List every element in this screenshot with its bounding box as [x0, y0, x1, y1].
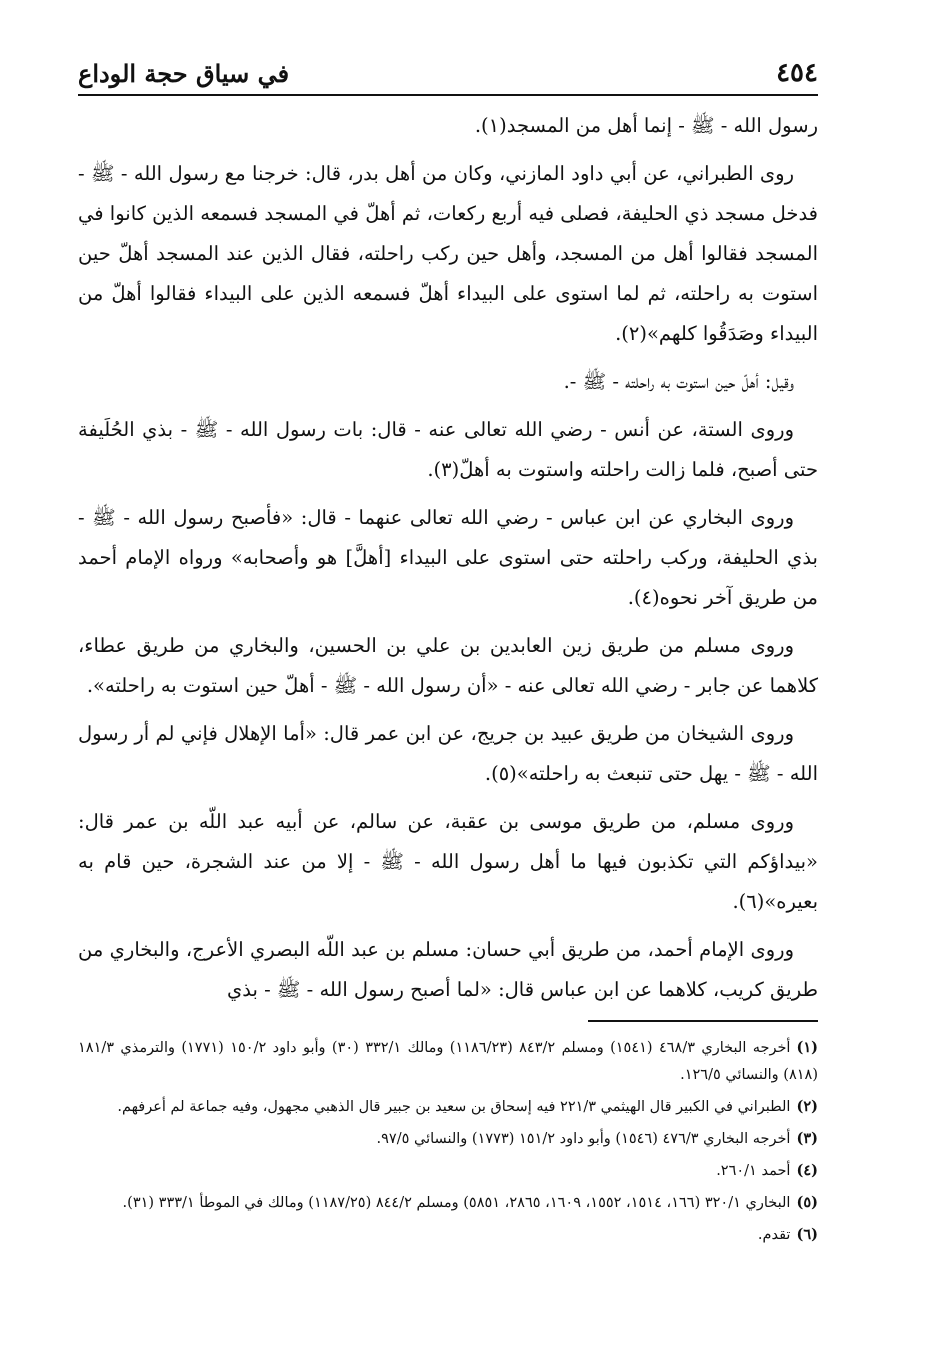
paragraph: وقيل: أهلّ حين استوت به راحلته - ﷺ -.	[563, 370, 794, 393]
footnote-number: (٢)	[796, 1098, 818, 1115]
footnote-text: البخاري ٣٢٠/١ (١٦٦، ١٥١٤، ١٥٥٢، ١٦٠٩، ٢٨٦٥، ٥٨٥١) ومسلم ٨٤٤/٢ (١١٨٧/٢٥) ومالك في الموطأ ٣٣٣/١ (٣١).	[122, 1195, 791, 1211]
footnote-text: أخرجه البخاري ٤٧٦/٣ (١٥٤٦) وأبو داود ١٥١/٢ (١٧٧٣) والنسائي ٩٧/٥.	[376, 1131, 791, 1147]
footnote-text: تقدم.	[757, 1227, 791, 1243]
book-page	[78, 40, 818, 1330]
footnote	[78, 1125, 818, 1153]
footnote-text: أحمد ٢٦٠/١.	[716, 1163, 791, 1179]
footnote	[78, 1189, 818, 1217]
footnote	[78, 1093, 818, 1121]
page-number: ٤٥٤	[776, 58, 818, 88]
paragraph: وروى مسلم من طريق زين العابدين بن علي بن الحسين، والبخاري من طريق عطاء، كلاهما عن جابر - رضي الله تعالى عنه - «أن رسول الله - ﷺ - أهلّ حين استوت به راحلته».	[78, 634, 818, 697]
main-text	[78, 106, 818, 1010]
footnote-number: (٦)	[796, 1226, 818, 1243]
paragraph: وروى مسلم، من طريق موسى بن عقبة، عن سالم، عن أبيه عبد اللّه بن عمر قال: «بيداؤكم التي تكذبون فيها ما أهل رسول الله - ﷺ - إلا من عند الشجرة، حين قام به بعيره»(٦).	[78, 810, 818, 913]
footnote	[78, 1157, 818, 1185]
footnote-separator	[588, 1020, 818, 1022]
footnotes	[78, 1034, 818, 1249]
footnote-text: أخرجه البخاري ٤٦٨/٣ (١٥٤١) ومسلم ٨٤٣/٢ (١١٨٦/٢٣) ومالك ٣٣٢/١ (٣٠) وأبو داود ١٥٠/٢ (١٧٧١) والترمذي ١٨١/٣ (٨١٨) والنسائي ١٢٦/٥.	[78, 1040, 818, 1083]
footnote	[78, 1034, 818, 1089]
paragraph: رسول الله - ﷺ - إنما أهل من المسجد(١).	[474, 114, 818, 137]
footnote-text: الطبراني في الكبير قال الهيثمي ٢٢١/٣ فيه إسحاق بن سعيد بن جبير قال الذهبي مجهول، وفيه جماعة لم أعرفهم.	[117, 1099, 791, 1115]
paragraph: روى الطبراني، عن أبي داود المازني، وكان من أهل بدر، قال: خرجنا مع رسول الله - ﷺ - فدخل مسجد ذي الحليفة، فصلى فيه أربع ركعات، ثم أهلّ في المسجد فسمعه الذين كانوا في المسجد فقالوا أهل من المسجد، وأهل حين ركب راحلته، فقال الذين عند المسجد أهلّ حين استوت به راحلته، ثم لما استوى على البيداء أهلّ فسمعه الذين على البيداء فقالوا أهلّ من البيداء وصَدَقُوا كلهم»(٢).	[78, 162, 818, 345]
paragraph: وروى الستة، عن أنس - رضي الله تعالى عنه - قال: بات رسول الله - ﷺ - بذي الحُلَيفة حتى أصبح، فلما زالت راحلته واستوت به أهلّ(٣).	[78, 418, 818, 481]
footnote-number: (٣)	[796, 1130, 818, 1147]
running-title: في سياق حجة الوداع	[78, 59, 290, 88]
paragraph: وروى الشيخان من طريق عبيد بن جريج، عن ابن عمر قال: «أما الإهلال فإني لم أر رسول الله - ﷺ - يهل حتى تنبعث به راحلته»(٥).	[78, 722, 818, 785]
footnote-number: (٤)	[796, 1162, 818, 1179]
footnote-number: (١)	[796, 1039, 818, 1056]
footnote	[78, 1221, 818, 1249]
paragraph: وروى البخاري عن ابن عباس - رضي الله تعالى عنهما - قال: «فأصبح رسول الله - ﷺ - بذي الحليفة، وركب راحلته حتى استوى على البيداء [أهلَّ] هو وأصحابه» ورواه الإمام أحمد من طريق آخر نحوه(٤).	[78, 506, 818, 609]
page-header	[78, 40, 818, 96]
footnote-number: (٥)	[796, 1194, 818, 1211]
paragraph: وروى الإمام أحمد، من طريق أبي حسان: مسلم بن عبد اللّه البصري الأعرج، والبخاري من طريق كريب، كلاهما عن ابن عباس قال: «لما أصبح رسول الله - ﷺ - بذي	[78, 938, 818, 1001]
